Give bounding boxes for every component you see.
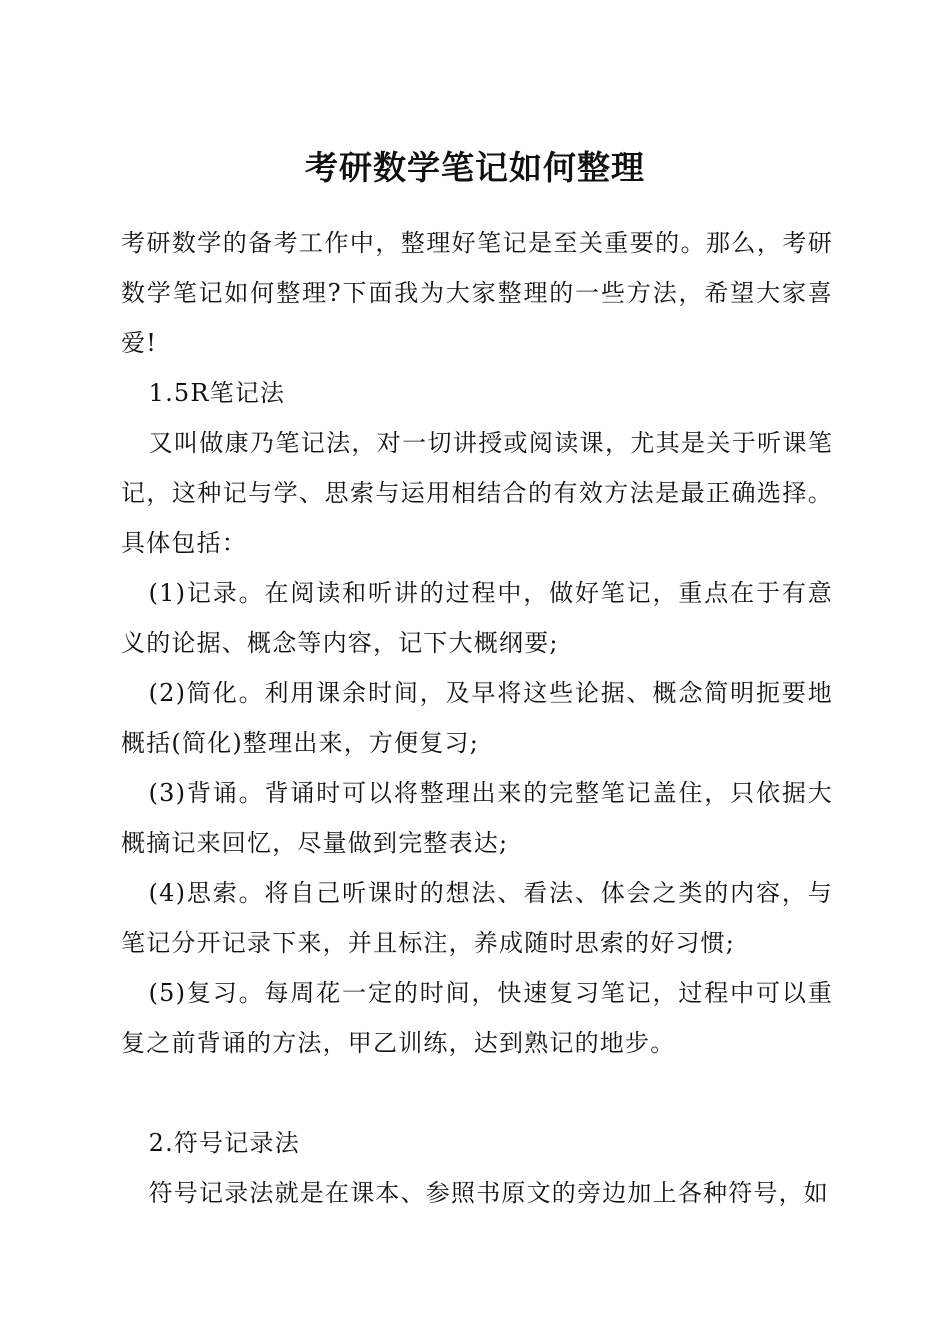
list-item: (3)背诵。背诵时可以将整理出来的完整笔记盖住，只依据大概摘记来回忆，尽量做到完整表达; — [121, 779, 833, 857]
intro-paragraph: 考研数学的备考工作中，整理好笔记是至关重要的。那么，考研数学笔记如何整理?下面我为大家整理的一些方法，希望大家喜爱! — [121, 229, 833, 357]
document-title: 考研数学笔记如何整理 — [305, 148, 645, 187]
document-body — [121, 218, 833, 1218]
section1-description: 又叫做康乃笔记法，对一切讲授或阅读课，尤其是关于听课笔记，这种记与学、思索与运用相结合的有效方法是最正确选择。具体包括： — [121, 429, 833, 557]
list-item: (5)复习。每周花一定的时间，快速复习笔记，过程中可以重复之前背诵的方法，甲乙训练，达到熟记的地步。 — [121, 979, 833, 1057]
section2-heading: 2.符号记录法 — [148, 1129, 300, 1157]
section2-description: 符号记录法就是在课本、参照书原文的旁边加上各种符号，如 — [148, 1179, 829, 1207]
list-item: (1)记录。在阅读和听讲的过程中，做好笔记，重点在于有意义的论据、概念等内容，记下大概纲要; — [121, 579, 833, 657]
list-item: (2)简化。利用课余时间，及早将这些论据、概念简明扼要地概括(简化)整理出来，方便复习; — [121, 679, 833, 757]
list-item: (4)思索。将自己听课时的想法、看法、体会之类的内容，与笔记分开记录下来，并且标注，养成随时思索的好习惯; — [121, 879, 833, 957]
paragraph-spacer — [121, 1068, 833, 1118]
section1-heading: 1.5R笔记法 — [148, 379, 286, 407]
